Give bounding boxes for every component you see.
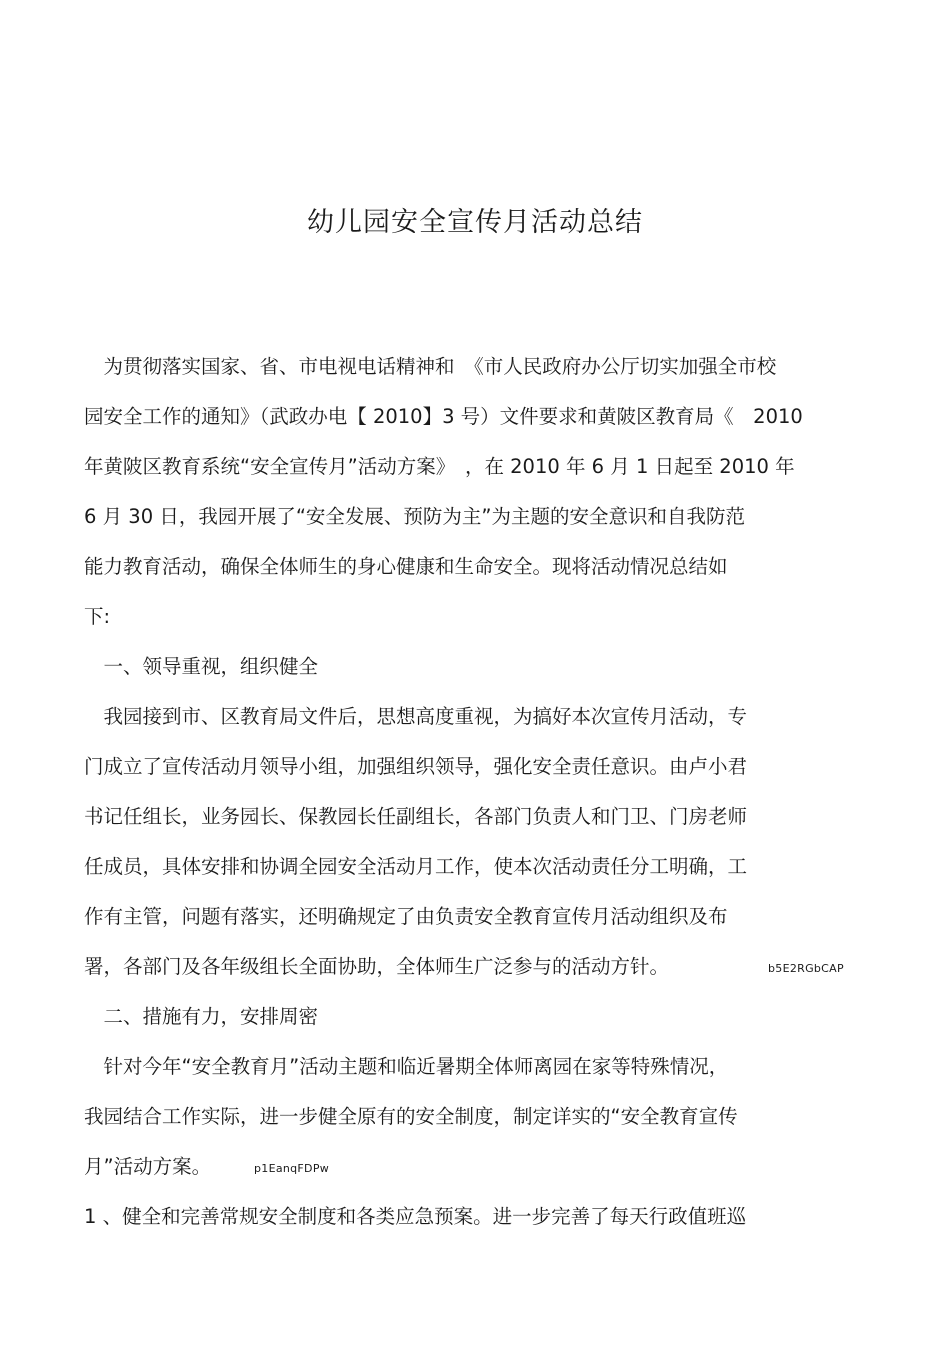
list-item: 1 、健全和完善常规安全制度和各类应急预案。进一步完善了每天行政值班巡: [84, 1205, 747, 1228]
paragraph-line: 门成立了宣传活动月领导小组，加强组织领导，强化安全责任意识。由卢小君: [84, 755, 748, 778]
paragraph-line: 年黄陂区教育系统“安全宣传月”活动方案》 ，在 2010 年 6 月 1 日起至 2010 年: [84, 455, 795, 478]
paragraph-line: 书记任组长，业务园长、保教园长任副组长，各部门负责人和门卫、门房老师: [84, 805, 748, 828]
paragraph-line: 我园结合工作实际，进一步健全原有的安全制度，制定详实的“安全教育宣传: [84, 1105, 738, 1128]
paragraph-line: 任成员，具体安排和协调全园安全活动月工作，使本次活动责任分工明确，工: [84, 855, 748, 878]
paragraph-line: 能力教育活动，确保全体师生的身心健康和生命安全。现将活动情况总结如: [84, 555, 728, 578]
paragraph-line: 我园接到市、区教育局文件后，思想高度重视，为搞好本次宣传月活动，专: [84, 705, 748, 728]
reference-code: b5E2RGbCAP: [768, 962, 844, 975]
paragraph-line: 6 月 30 日，我园开展了“安全发展、预防为主”为主题的安全意识和自我防范: [84, 505, 746, 528]
document-title: 幼儿园安全宣传月活动总结: [307, 207, 643, 238]
paragraph-line: 为贯彻落实国家、省、市电视电话精神和 《市人民政府办公厅切实加强全市校: [84, 355, 777, 378]
paragraph-line: 针对今年“安全教育月”活动主题和临近暑期全体师离园在家等特殊情况，: [84, 1055, 729, 1078]
paragraph-line: 署，各部门及各年级组长全面协助，全体师生广泛参与的活动方针。: [84, 955, 670, 978]
reference-code: p1EanqFDPw: [254, 1162, 330, 1175]
section-heading-2: 二、措施有力，安排周密: [84, 1005, 319, 1028]
paragraph-line: 月”活动方案。: [84, 1155, 212, 1178]
paragraph-line: 园安全工作的通知》（武政办电【 2010】3 号）文件要求和黄陂区教育局《 2010: [84, 405, 803, 428]
paragraph-line: 下:: [84, 605, 111, 628]
paragraph-line: 作有主管，问题有落实，还明确规定了由负责安全教育宣传月活动组织及布: [84, 905, 728, 928]
section-heading-1: 一、领导重视，组织健全: [84, 655, 319, 678]
